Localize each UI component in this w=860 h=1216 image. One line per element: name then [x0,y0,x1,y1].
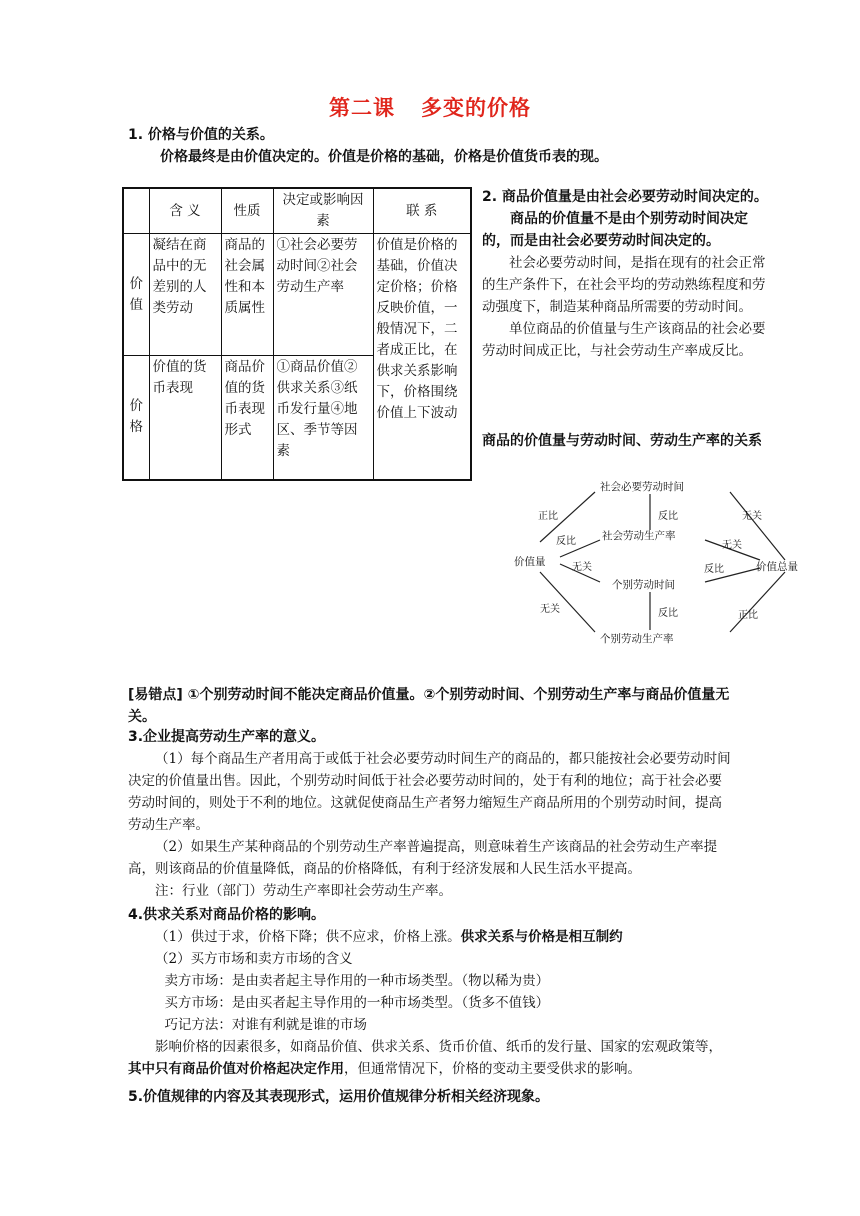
node-top: 社会必要劳动时间 [600,481,684,493]
page-title [0,92,860,122]
table-cell-nature: 商品价值的货币表现形式 [221,356,273,480]
table-cell-meaning: 价值的货币表现 [149,356,221,480]
edge-label-right-top: 无关 [742,511,762,522]
seller-market-def: 卖方市场：是由卖者起主导作用的一种市场类型。（物以稀为贵） [164,973,550,989]
section2-block [482,186,772,362]
node-bottom: 个别劳动生产率 [600,633,674,645]
section4-para2: （2）买方市场和卖方市场的含义 [155,951,353,967]
table-header-meaning: 含 义 [149,188,221,234]
table-header-nature: 性质 [221,188,273,234]
diagram-title: 商品的价值量与劳动时间、劳动生产率的关系 [482,433,762,449]
table-cell-factors: ①社会必要劳动时间②社会劳动生产率 [273,234,373,356]
section4-para1-bold: 供求关系与价格是相互制约 [460,929,623,945]
table-cell-nature: 商品的社会属性和本质属性 [221,234,273,356]
edge-label-right-midlower: 反比 [704,564,724,575]
table-cell-factors: ①商品价值②供求关系③纸币发行量④地区、季节等因素 [273,356,373,480]
edge-line-left-bottom [540,572,595,632]
section3-para2: （2）如果生产某种商品的个别劳动生产率普遍提高，则意味着生产该商品的社会劳动生产率提高，则该商品的价值量降低，商品的价格降低，有利于经济发展和人民生活水平提高。 [128,839,718,877]
section4-block [128,904,734,1080]
node-mid-upper: 社会劳动生产率 [602,530,676,542]
table-row-label: 价值 [123,234,149,356]
edge-label-left-midlower: 无关 [572,562,592,573]
section4-heading: 4.供求关系对商品价格的影响。 [128,907,326,923]
table-cell-meaning: 凝结在商品中的无差别的人类劳动 [149,234,221,356]
section3-heading: 3.企业提高劳动生产率的意义。 [128,729,326,745]
buyer-market-def: 买方市场：是由买者起主导作用的一种市场类型。（货多不值钱） [164,995,550,1011]
labor-value-diagram [500,472,820,660]
title-part1: 第二课 [329,96,395,120]
section1-heading: 1. 价格与价值的关系。 [128,127,274,143]
edge-line-right-bottom [730,572,785,632]
pitfall-note: [易错点] ①个别劳动时间不能决定商品价值量。②个别劳动时间、个别劳动生产率与商品价值量无关。 [128,687,730,725]
table-header-empty [123,188,149,234]
section1-summary: 价格最终是由价值决定的。价值是价格的基础，价格是价值货币表的现。 [160,149,608,165]
section4-para1-text: （1）供过于求，价格下降；供不应求，价格上涨。 [155,929,461,945]
node-right: 价值总量 [756,561,798,573]
edge-label-midlower-bottom: 反比 [658,608,678,619]
table-row-label: 价格 [123,356,149,480]
edge-label-left-bottom: 无关 [540,604,560,615]
memory-tip: 巧记方法：对谁有利就是谁的市场 [164,1017,367,1033]
node-mid-lower: 个别劳动时间 [612,579,675,591]
section5-heading: 5.价值规律的内容及其表现形式，运用价值规律分析相关经济现象。 [128,1089,550,1105]
section2-bold-para: 商品的价值量不是由个别劳动时间决定的，而是由社会必要劳动时间决定的。 [482,211,748,249]
node-left: 价值量 [514,556,546,568]
table-header-factors: 决定或影响因素 [273,188,373,234]
section3-block [128,726,734,902]
edge-label-right-bottom: 正比 [738,610,758,621]
edge-label-left-top: 正比 [538,511,558,522]
table-header-link: 联 系 [373,188,471,234]
section2-para1: 社会必要劳动时间，是指在现有的社会正常的生产条件下，在社会平均的劳动熟练程度和劳动强度下，制造某种商品所需要的劳动时间。 [482,255,766,315]
section3-para1: （1）每个商品生产者用高于或低于社会必要劳动时间生产的商品的，都只能按社会必要劳动时间决定的价值量出售。因此，个别劳动时间低于社会必要劳动时间的，处于有利的地位；高于社会必要劳动时间的，则处于不利的地位。这就促使商品生产者努力缩短生产商品所用的个别劳动时间，提高劳动生产率。 [128,751,731,833]
section2-para2: 单位商品的价值量与生产该商品的社会必要劳动时间成正比，与社会劳动生产率成反比。 [482,321,766,359]
section4-para3-bold: 其中只有商品价值对价格起决定作用 [128,1061,344,1077]
edge-label-top-midupper: 反比 [658,511,678,522]
value-price-table [122,187,472,481]
section4-para3-a: 影响价格的因素很多，如商品价值、供求关系、货币价值、纸币的发行量、国家的宏观政策等， [155,1039,722,1055]
section2-heading: 2. 商品价值量是由社会必要劳动时间决定的。 [482,189,768,205]
section3-note: 注：行业（部门）劳动生产率即社会劳动生产率。 [155,883,452,899]
table-cell-link: 价值是价格的基础，价值决定价格；价格反映价值，一般情况下，二者成正比，在供求关系影响下，价格围绕价值上下波动 [373,234,471,480]
title-part2: 多变的价格 [421,96,531,120]
edge-label-left-midupper: 反比 [556,536,576,547]
section4-para1 [128,926,734,948]
edge-label-right-midupper: 无关 [722,540,742,551]
section4-para3-c: ，但通常情况下，价格的变动主要受供求的影响。 [344,1061,641,1077]
section4-para3 [128,1036,734,1080]
